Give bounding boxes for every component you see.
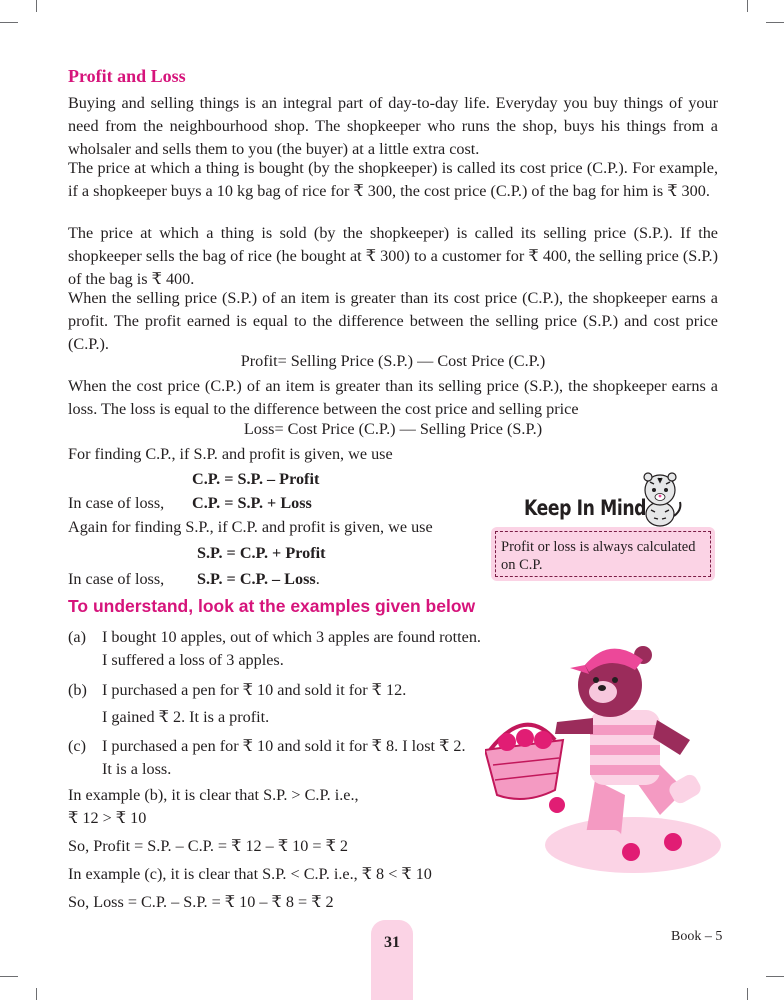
paragraph-loss: When the cost price (C.P.) of an item is greater than its selling price (S.P.), the shopkeeper earns a loss. The loss is equal to the difference between the cost price and selling price xyxy=(68,377,718,418)
example-label: (b) xyxy=(68,681,87,699)
example-label: (a) xyxy=(68,628,86,646)
page-number-tab xyxy=(371,920,413,1000)
explanation-b: In example (b), it is clear that S.P. > C.P. i.e., xyxy=(68,786,359,804)
tiger-mascot-icon xyxy=(636,470,684,528)
crop-mark xyxy=(766,22,784,23)
rule-sp-loss-end: . xyxy=(315,570,320,588)
explanation-c: In example (c), it is clear that S.P. < C.P. i.e., ₹ 8 < ₹ 10 xyxy=(68,865,432,883)
explanation-loss: So, Loss = C.P. – S.P. = ₹ 10 – ₹ 8 = ₹ 2 xyxy=(68,893,334,911)
example-b xyxy=(68,679,488,702)
rule-cp-profit: C.P. = S.P. – Profit xyxy=(192,470,320,488)
rule-loss-label-1: In case of loss, xyxy=(68,494,165,512)
rule-sp-loss-line xyxy=(197,570,320,589)
crop-mark xyxy=(747,988,748,1000)
crop-mark xyxy=(36,0,37,12)
example-c xyxy=(68,735,488,781)
section-heading: Profit and Loss xyxy=(68,66,186,86)
bear-with-basket-illustration xyxy=(485,630,725,875)
example-b-line2: I gained ₹ 2. It is a profit. xyxy=(102,708,270,726)
crop-mark xyxy=(0,976,18,977)
paragraph-intro: Buying and selling things is an integral part of day-to-day life. Everyday you buy things of your need from the neighbourhood shop. The shopkeeper who runs the shop, buys his things from a wholsaler and sells them to you (the buyer) at a little extra cost. xyxy=(68,94,718,158)
example-text: I purchased a pen for ₹ 10 and sold it for ₹ 8. I lost ₹ 2. It is a loss. xyxy=(102,737,466,778)
rule-sp-profit: S.P. = C.P. + Profit xyxy=(197,544,326,562)
keep-in-mind-title: Keep In Mind xyxy=(524,496,647,520)
examples-heading: To understand, look at the examples given below xyxy=(68,596,476,616)
paragraph-selling-price: The price at which a thing is sold (by the shopkeeper) is called its selling price (S.P.). If the shopkeeper sells the bag of rice (he bought at ₹ 300) to a customer for ₹ 400, the selling price (S.P.) of the bag is ₹ 400. xyxy=(68,224,718,288)
paragraph-profit: When the selling price (S.P.) of an item is greater than its cost price (C.P.), the shopkeeper earns a profit. The profit earned is equal to the difference between the selling price (S.P.) and cost price (C.P.). xyxy=(68,289,718,353)
keep-in-mind-text: Profit or loss is always calculated on C.P. xyxy=(501,539,696,573)
example-text: I bought 10 apples, out of which 3 apples are found rotten. I suffered a loss of 3 apples. xyxy=(102,628,481,669)
formula-loss: Loss= Cost Price (C.P.) — Selling Price (S.P.) xyxy=(243,420,543,438)
rule-intro-cp: For finding C.P., if S.P. and profit is given, we use xyxy=(68,445,393,463)
book-label: Book – 5 xyxy=(671,929,723,944)
rule-loss-label-2: In case of loss, xyxy=(68,570,165,588)
crop-mark xyxy=(766,976,784,977)
crop-mark xyxy=(747,0,748,12)
example-label: (c) xyxy=(68,737,86,755)
formula-profit: Profit= Selling Price (S.P.) — Cost Price (C.P.) xyxy=(240,352,546,370)
crop-mark xyxy=(36,988,37,1000)
page-number: 31 xyxy=(384,934,400,951)
paragraph-cost-price: The price at which a thing is bought (by the shopkeeper) is called its cost price (C.P.). For example, if a shopkeeper buys a 10 kg bag of rice for ₹ 300, the cost price (C.P.) of the bag for him is ₹ 300. xyxy=(68,159,718,200)
explanation-b-compare: ₹ 12 > ₹ 10 xyxy=(68,809,147,827)
rule-intro-sp: Again for finding S.P., if C.P. and profit is given, we use xyxy=(68,518,433,536)
crop-mark xyxy=(0,22,18,23)
example-a xyxy=(68,626,488,672)
rule-cp-loss: C.P. = S.P. + Loss xyxy=(192,494,312,512)
example-text: I purchased a pen for ₹ 10 and sold it for ₹ 12. xyxy=(102,681,407,699)
rule-sp-loss: S.P. = C.P. – Loss xyxy=(197,570,316,588)
explanation-profit: So, Profit = S.P. – C.P. = ₹ 12 – ₹ 10 = ₹ 2 xyxy=(68,837,349,855)
